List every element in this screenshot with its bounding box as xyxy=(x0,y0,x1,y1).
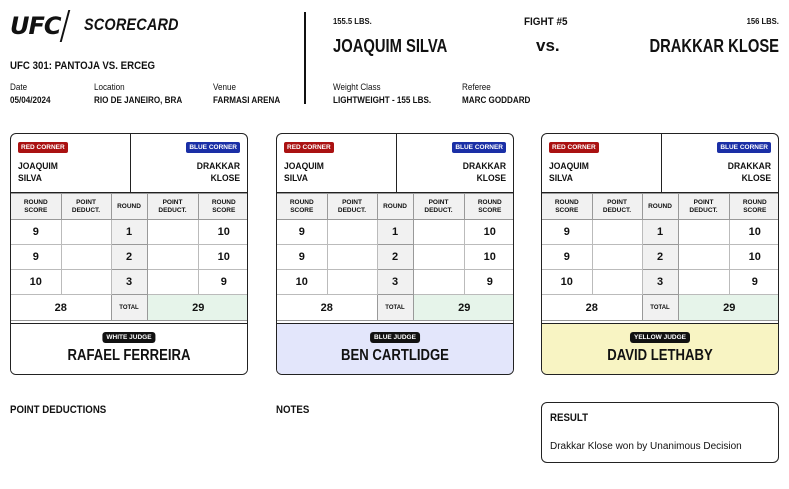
blue-deduction xyxy=(678,245,729,270)
red-last-name: SILVA xyxy=(284,173,308,184)
corner-header xyxy=(542,134,778,193)
corner-divider xyxy=(396,134,397,193)
judge-area xyxy=(542,323,778,375)
blue-total: 29 xyxy=(413,295,514,321)
red-corner-fighter xyxy=(18,161,58,185)
judge-name: BEN CARTLIDGE xyxy=(341,347,449,364)
corner-divider xyxy=(130,134,131,193)
blue-deduction xyxy=(413,245,464,270)
round-row xyxy=(542,220,779,245)
date-label: Date xyxy=(10,82,28,92)
blue-score: 10 xyxy=(464,220,514,245)
round-number: 1 xyxy=(111,220,147,245)
blue-first-name: DRAKKAR xyxy=(196,161,240,172)
red-total: 28 xyxy=(277,295,377,321)
round-number: 1 xyxy=(642,220,678,245)
referee-label: Referee xyxy=(462,82,491,92)
blue-deduction xyxy=(147,270,198,295)
red-deduction xyxy=(61,245,111,270)
red-round-score-header: ROUND SCORE xyxy=(542,194,592,220)
blue-deduction xyxy=(413,220,464,245)
red-deduction xyxy=(61,270,111,295)
red-score: 9 xyxy=(277,245,327,270)
venue-label: Venue xyxy=(213,82,236,92)
round-number: 1 xyxy=(377,220,413,245)
red-deduction xyxy=(592,220,642,245)
score-table-header xyxy=(11,194,248,220)
red-score: 9 xyxy=(277,220,327,245)
location-label: Location xyxy=(94,82,125,92)
blue-last-name: KLOSE xyxy=(741,173,771,184)
score-table xyxy=(11,193,248,321)
blue-score: 10 xyxy=(464,245,514,270)
judge-scorecard-1 xyxy=(10,133,248,375)
vs-label: vs. xyxy=(536,36,560,55)
blue-score: 10 xyxy=(198,245,248,270)
blue-corner-badge: BLUE CORNER xyxy=(717,142,771,153)
weight-class-value: LIGHTWEIGHT - 155 LBS. xyxy=(333,95,432,105)
red-point-deduct-header: POINT DEDUCT. xyxy=(592,194,642,220)
judge-area xyxy=(11,323,247,375)
round-row xyxy=(11,270,248,295)
blue-corner-fighter xyxy=(463,161,506,185)
ufc-logo: UFC xyxy=(10,12,61,40)
total-label: TOTAL xyxy=(111,295,147,321)
blue-deduction xyxy=(413,270,464,295)
judge-name: RAFAEL FERREIRA xyxy=(67,347,191,364)
red-score: 10 xyxy=(277,270,327,295)
round-header: ROUND xyxy=(642,194,678,220)
round-number: 3 xyxy=(377,270,413,295)
red-score: 9 xyxy=(11,245,61,270)
result-text: Drakkar Klose won by Unanimous Decision xyxy=(550,441,742,452)
round-header: ROUND xyxy=(377,194,413,220)
event-name: UFC 301: PANTOJA VS. ERCEG xyxy=(10,60,156,72)
score-table xyxy=(277,193,514,321)
total-row xyxy=(11,295,248,321)
red-deduction xyxy=(327,270,377,295)
red-deduction xyxy=(327,245,377,270)
round-number: 2 xyxy=(642,245,678,270)
blue-round-score-header: ROUND SCORE xyxy=(729,194,779,220)
round-row xyxy=(542,270,779,295)
red-score: 10 xyxy=(542,270,592,295)
result-box xyxy=(541,402,779,463)
logo-divider xyxy=(60,10,71,42)
round-number: 3 xyxy=(642,270,678,295)
red-deduction xyxy=(327,220,377,245)
blue-deduction xyxy=(147,245,198,270)
blue-corner-badge: BLUE CORNER xyxy=(452,142,506,153)
red-corner-fighter xyxy=(549,161,589,185)
weight-class-label: Weight Class xyxy=(333,82,381,92)
score-table xyxy=(542,193,779,321)
blue-last-name: KLOSE xyxy=(476,173,506,184)
total-label: TOTAL xyxy=(377,295,413,321)
blue-point-deduct-header: POINT DEDUCT. xyxy=(147,194,198,220)
red-fighter-name: JOAQUIM SILVA xyxy=(333,36,448,56)
red-first-name: JOAQUIM xyxy=(18,161,58,172)
round-row xyxy=(277,270,514,295)
score-table-header xyxy=(277,194,514,220)
date-value: 05/04/2024 xyxy=(10,95,51,105)
corner-header xyxy=(277,134,513,193)
red-round-score-header: ROUND SCORE xyxy=(277,194,327,220)
judge-scorecard-2 xyxy=(276,133,514,375)
judge-area xyxy=(277,323,513,375)
round-number: 2 xyxy=(377,245,413,270)
corner-divider xyxy=(661,134,662,193)
blue-corner-badge: BLUE CORNER xyxy=(186,142,240,153)
round-row xyxy=(11,220,248,245)
blue-corner-fighter xyxy=(197,161,240,185)
round-row xyxy=(11,245,248,270)
round-row xyxy=(542,245,779,270)
blue-point-deduct-header: POINT DEDUCT. xyxy=(678,194,729,220)
round-number: 2 xyxy=(111,245,147,270)
blue-score: 9 xyxy=(464,270,514,295)
fight-number: FIGHT #5 xyxy=(524,16,568,28)
blue-score: 10 xyxy=(729,245,779,270)
venue-value: FARMASI ARENA xyxy=(213,95,281,105)
score-table-header xyxy=(542,194,779,220)
red-score: 9 xyxy=(542,220,592,245)
red-fighter-weight: 155.5 LBS. xyxy=(333,16,372,26)
blue-score: 10 xyxy=(729,220,779,245)
judge-badge: YELLOW JUDGE xyxy=(630,332,690,343)
red-first-name: JOAQUIM xyxy=(284,161,324,172)
red-deduction xyxy=(592,245,642,270)
blue-round-score-header: ROUND SCORE xyxy=(464,194,514,220)
blue-point-deduct-header: POINT DEDUCT. xyxy=(413,194,464,220)
round-row xyxy=(277,220,514,245)
red-corner-badge: RED CORNER xyxy=(284,142,334,153)
red-corner-fighter xyxy=(284,161,324,185)
blue-fighter-weight: 156 LBS. xyxy=(746,16,779,26)
red-point-deduct-header: POINT DEDUCT. xyxy=(327,194,377,220)
location-value: RIO DE JANEIRO, BRA xyxy=(94,95,183,105)
red-score: 9 xyxy=(542,245,592,270)
blue-deduction xyxy=(678,220,729,245)
red-deduction xyxy=(592,270,642,295)
blue-last-name: KLOSE xyxy=(210,173,240,184)
red-last-name: SILVA xyxy=(549,173,573,184)
red-score: 9 xyxy=(11,220,61,245)
referee-value: MARC GODDARD xyxy=(462,95,531,105)
scorecard-title: SCORECARD xyxy=(84,15,179,34)
round-number: 3 xyxy=(111,270,147,295)
red-corner-badge: RED CORNER xyxy=(18,142,68,153)
red-corner-badge: RED CORNER xyxy=(549,142,599,153)
point-deductions-title: POINT DEDUCTIONS xyxy=(10,404,107,416)
blue-total: 29 xyxy=(147,295,248,321)
blue-first-name: DRAKKAR xyxy=(727,161,771,172)
result-title: RESULT xyxy=(550,412,589,424)
blue-score: 9 xyxy=(729,270,779,295)
red-first-name: JOAQUIM xyxy=(549,161,589,172)
notes-title: NOTES xyxy=(276,404,310,416)
blue-score: 9 xyxy=(198,270,248,295)
judge-badge: WHITE JUDGE xyxy=(102,332,155,343)
header-divider xyxy=(304,12,306,104)
red-total: 28 xyxy=(11,295,111,321)
blue-score: 10 xyxy=(198,220,248,245)
red-total: 28 xyxy=(542,295,642,321)
blue-deduction xyxy=(678,270,729,295)
red-last-name: SILVA xyxy=(18,173,42,184)
total-label: TOTAL xyxy=(642,295,678,321)
round-header: ROUND xyxy=(111,194,147,220)
judge-scorecard-3 xyxy=(541,133,779,375)
corner-header xyxy=(11,134,247,193)
blue-deduction xyxy=(147,220,198,245)
blue-round-score-header: ROUND SCORE xyxy=(198,194,248,220)
judge-name: DAVID LETHABY xyxy=(607,347,713,364)
blue-corner-fighter xyxy=(728,161,771,185)
total-row xyxy=(277,295,514,321)
round-row xyxy=(277,245,514,270)
red-score: 10 xyxy=(11,270,61,295)
blue-total: 29 xyxy=(678,295,779,321)
judge-badge: BLUE JUDGE xyxy=(370,332,420,343)
red-point-deduct-header: POINT DEDUCT. xyxy=(61,194,111,220)
red-round-score-header: ROUND SCORE xyxy=(11,194,61,220)
blue-first-name: DRAKKAR xyxy=(462,161,506,172)
blue-fighter-name: DRAKKAR KLOSE xyxy=(649,36,779,56)
total-row xyxy=(542,295,779,321)
red-deduction xyxy=(61,220,111,245)
